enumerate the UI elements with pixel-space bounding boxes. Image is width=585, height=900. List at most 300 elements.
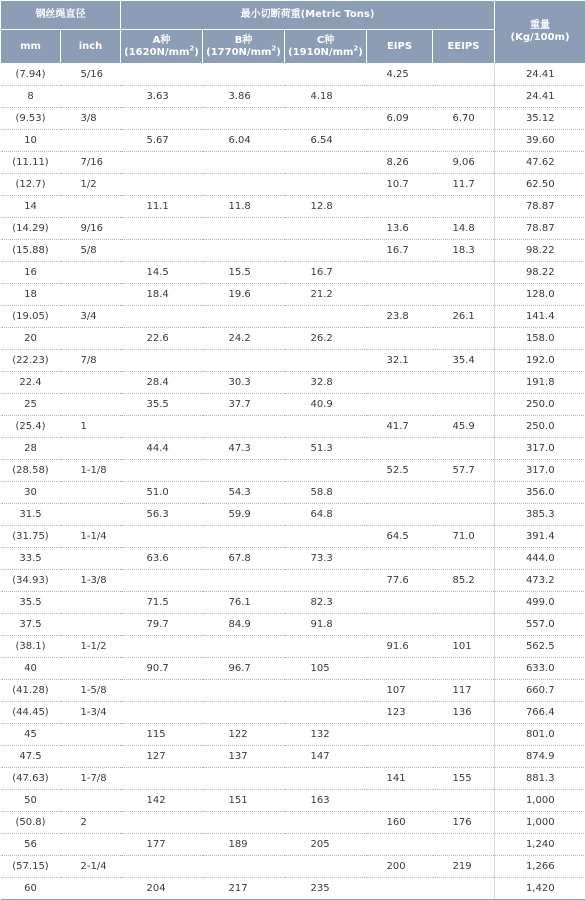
cell-eips <box>367 548 433 570</box>
cell-eeips: 14.8 <box>433 218 495 240</box>
cell-eips <box>367 394 433 416</box>
cell-eeips: 176 <box>433 812 495 834</box>
cell-grade-b: 189 <box>203 834 285 856</box>
cell-grade-c: 4.18 <box>285 86 367 108</box>
breaking-load-header: 最小切断荷重(Metric Tons) <box>121 1 495 30</box>
cell-weight: 1,420 <box>495 878 585 900</box>
cell-eeips: 9.06 <box>433 152 495 174</box>
cell-eeips: 35.4 <box>433 350 495 372</box>
cell-weight: 801.0 <box>495 724 585 746</box>
cell-grade-a <box>121 416 203 438</box>
cell-mm: (44.45) <box>1 702 61 724</box>
table-row <box>1 834 585 856</box>
cell-eeips <box>433 878 495 900</box>
cell-grade-a <box>121 460 203 482</box>
cell-grade-a: 22.6 <box>121 328 203 350</box>
cell-eips: 16.7 <box>367 240 433 262</box>
cell-grade-a <box>121 350 203 372</box>
table-row <box>1 130 585 152</box>
grade-b-sup: 2 <box>271 44 276 52</box>
cell-eeips <box>433 394 495 416</box>
table-row <box>1 482 585 504</box>
eeips-header: EEIPS <box>433 30 495 64</box>
cell-grade-b <box>203 306 285 328</box>
cell-grade-b <box>203 218 285 240</box>
cell-grade-c <box>285 812 367 834</box>
cell-inch <box>61 834 121 856</box>
grade-b-header <box>203 30 285 64</box>
cell-grade-c: 205 <box>285 834 367 856</box>
mm-header: mm <box>1 30 61 64</box>
cell-mm: (9.53) <box>1 108 61 130</box>
grade-a-close: ) <box>194 47 199 58</box>
cell-grade-b: 76.1 <box>203 592 285 614</box>
cell-weight: 39.60 <box>495 130 585 152</box>
cell-inch: 1-3/4 <box>61 702 121 724</box>
cell-eeips: 45.9 <box>433 416 495 438</box>
cell-grade-b: 122 <box>203 724 285 746</box>
cell-grade-a: 177 <box>121 834 203 856</box>
cell-weight: 35.12 <box>495 108 585 130</box>
table-row <box>1 196 585 218</box>
cell-grade-c: 26.2 <box>285 328 367 350</box>
cell-weight: 158.0 <box>495 328 585 350</box>
cell-grade-a <box>121 702 203 724</box>
cell-weight: 473.2 <box>495 570 585 592</box>
cell-mm: (25.4) <box>1 416 61 438</box>
cell-mm: 28 <box>1 438 61 460</box>
cell-weight: 557.0 <box>495 614 585 636</box>
cell-grade-b: 151 <box>203 790 285 812</box>
cell-eips: 6.09 <box>367 108 433 130</box>
cell-grade-b: 217 <box>203 878 285 900</box>
table-row <box>1 680 585 702</box>
cell-inch <box>61 328 121 350</box>
cell-mm: 10 <box>1 130 61 152</box>
grade-a-spec: (1620N/mm <box>124 47 189 58</box>
cell-eeips <box>433 438 495 460</box>
cell-eeips <box>433 658 495 680</box>
cell-eeips: 219 <box>433 856 495 878</box>
weight-header <box>495 1 585 64</box>
cell-mm: (15.88) <box>1 240 61 262</box>
cell-inch <box>61 438 121 460</box>
grade-c-sup: 2 <box>353 44 358 52</box>
cell-grade-b: 54.3 <box>203 482 285 504</box>
table-row <box>1 658 585 680</box>
cell-grade-c <box>285 636 367 658</box>
cell-grade-a: 18.4 <box>121 284 203 306</box>
cell-grade-c: 82.3 <box>285 592 367 614</box>
cell-inch <box>61 130 121 152</box>
cell-weight: 47.62 <box>495 152 585 174</box>
cell-eips: 91.6 <box>367 636 433 658</box>
cell-grade-b: 15.5 <box>203 262 285 284</box>
table-row <box>1 702 585 724</box>
cell-grade-c <box>285 680 367 702</box>
cell-grade-a <box>121 218 203 240</box>
table-row <box>1 636 585 658</box>
grade-b-label: B种 <box>235 35 253 46</box>
table-row <box>1 746 585 768</box>
cell-eeips: 71.0 <box>433 526 495 548</box>
cell-weight: 391.4 <box>495 526 585 548</box>
cell-grade-c <box>285 768 367 790</box>
cell-eeips <box>433 130 495 152</box>
cell-eeips <box>433 328 495 350</box>
table-row <box>1 350 585 372</box>
cell-grade-a: 90.7 <box>121 658 203 680</box>
cell-inch <box>61 746 121 768</box>
cell-eeips: 26.1 <box>433 306 495 328</box>
cell-mm: (11.11) <box>1 152 61 174</box>
cell-grade-a <box>121 636 203 658</box>
cell-weight: 250.0 <box>495 416 585 438</box>
cell-eips <box>367 438 433 460</box>
cell-inch <box>61 86 121 108</box>
table-row <box>1 306 585 328</box>
cell-weight: 881.3 <box>495 768 585 790</box>
cell-eips: 64.5 <box>367 526 433 548</box>
cell-weight: 356.0 <box>495 482 585 504</box>
cell-mm: (50.8) <box>1 812 61 834</box>
cell-weight: 250.0 <box>495 394 585 416</box>
cell-grade-c: 147 <box>285 746 367 768</box>
cell-grade-b: 96.7 <box>203 658 285 680</box>
cell-grade-b <box>203 812 285 834</box>
cell-grade-c <box>285 174 367 196</box>
cell-grade-c <box>285 108 367 130</box>
cell-mm: 47.5 <box>1 746 61 768</box>
cell-eeips <box>433 64 495 86</box>
grade-b-close: ) <box>276 47 281 58</box>
cell-grade-a <box>121 856 203 878</box>
cell-grade-c <box>285 152 367 174</box>
cell-inch: 1-1/4 <box>61 526 121 548</box>
cell-eeips: 155 <box>433 768 495 790</box>
cell-grade-b <box>203 350 285 372</box>
cell-eeips: 136 <box>433 702 495 724</box>
table-row <box>1 416 585 438</box>
cell-weight: 141.4 <box>495 306 585 328</box>
cell-grade-a <box>121 812 203 834</box>
cell-mm: (14.29) <box>1 218 61 240</box>
cell-weight: 78.87 <box>495 196 585 218</box>
cell-mm: 20 <box>1 328 61 350</box>
cell-grade-b: 6.04 <box>203 130 285 152</box>
table-row <box>1 614 585 636</box>
cell-grade-b: 3.86 <box>203 86 285 108</box>
cell-grade-c: 163 <box>285 790 367 812</box>
cell-inch: 1/2 <box>61 174 121 196</box>
weight-label: 重量 <box>530 20 550 31</box>
cell-mm: 18 <box>1 284 61 306</box>
cell-mm: 56 <box>1 834 61 856</box>
cell-weight: 128.0 <box>495 284 585 306</box>
cell-mm: (12.7) <box>1 174 61 196</box>
cell-weight: 78.87 <box>495 218 585 240</box>
grade-c-label: C种 <box>317 35 334 46</box>
cell-grade-a: 3.63 <box>121 86 203 108</box>
table-row <box>1 856 585 878</box>
cell-eeips: 18.3 <box>433 240 495 262</box>
cell-grade-c <box>285 306 367 328</box>
cell-grade-a: 71.5 <box>121 592 203 614</box>
cell-weight: 1,000 <box>495 812 585 834</box>
cell-inch: 9/16 <box>61 218 121 240</box>
cell-mm: 60 <box>1 878 61 900</box>
cell-grade-c <box>285 350 367 372</box>
table-row <box>1 878 585 900</box>
cell-eips <box>367 372 433 394</box>
cell-eips: 32.1 <box>367 350 433 372</box>
cell-grade-a <box>121 570 203 592</box>
cell-grade-a: 35.5 <box>121 394 203 416</box>
table-row <box>1 504 585 526</box>
cell-grade-a: 44.4 <box>121 438 203 460</box>
cell-mm: (41.28) <box>1 680 61 702</box>
cell-mm: 45 <box>1 724 61 746</box>
cell-eips <box>367 592 433 614</box>
cell-grade-c <box>285 526 367 548</box>
table-row <box>1 284 585 306</box>
cell-inch <box>61 262 121 284</box>
table-row <box>1 812 585 834</box>
table-row <box>1 218 585 240</box>
cell-eeips <box>433 724 495 746</box>
cell-weight: 562.5 <box>495 636 585 658</box>
cell-mm: (22.23) <box>1 350 61 372</box>
cell-weight: 1,000 <box>495 790 585 812</box>
cell-mm: 8 <box>1 86 61 108</box>
cell-grade-b: 37.7 <box>203 394 285 416</box>
grade-a-sup: 2 <box>189 44 194 52</box>
cell-mm: (47.63) <box>1 768 61 790</box>
cell-grade-c: 73.3 <box>285 548 367 570</box>
cell-eips: 8.26 <box>367 152 433 174</box>
cell-weight: 98.22 <box>495 240 585 262</box>
cell-grade-c: 21.2 <box>285 284 367 306</box>
diameter-header: 钢丝绳直径 <box>1 1 121 30</box>
cell-grade-b: 137 <box>203 746 285 768</box>
cell-weight: 633.0 <box>495 658 585 680</box>
cell-eeips: 85.2 <box>433 570 495 592</box>
cell-grade-c: 6.54 <box>285 130 367 152</box>
cell-inch: 1-5/8 <box>61 680 121 702</box>
cell-mm: (34.93) <box>1 570 61 592</box>
cell-grade-a: 5.67 <box>121 130 203 152</box>
cell-grade-c: 58.8 <box>285 482 367 504</box>
grade-c-close: ) <box>358 47 363 58</box>
cell-grade-c: 235 <box>285 878 367 900</box>
table-row <box>1 174 585 196</box>
cell-eeips <box>433 284 495 306</box>
cell-grade-b <box>203 570 285 592</box>
cell-grade-c: 64.8 <box>285 504 367 526</box>
cell-mm: 16 <box>1 262 61 284</box>
grade-b-spec: (1770N/mm <box>206 47 271 58</box>
cell-grade-c: 105 <box>285 658 367 680</box>
table-row <box>1 86 585 108</box>
table-row <box>1 570 585 592</box>
cell-weight: 191.8 <box>495 372 585 394</box>
cell-mm: (28.58) <box>1 460 61 482</box>
cell-eips <box>367 504 433 526</box>
cell-mm: (7.94) <box>1 64 61 86</box>
header-row-1 <box>1 1 585 30</box>
cell-grade-a <box>121 306 203 328</box>
cell-inch <box>61 658 121 680</box>
cell-grade-a: 79.7 <box>121 614 203 636</box>
cell-weight: 24.41 <box>495 86 585 108</box>
cell-inch: 2-1/4 <box>61 856 121 878</box>
cell-weight: 62.50 <box>495 174 585 196</box>
cell-mm: 31.5 <box>1 504 61 526</box>
cell-mm: 14 <box>1 196 61 218</box>
table-row <box>1 394 585 416</box>
cell-grade-a <box>121 768 203 790</box>
cell-eeips <box>433 592 495 614</box>
cell-inch: 7/16 <box>61 152 121 174</box>
weight-unit: (Kg/100m) <box>511 32 570 43</box>
table-row <box>1 724 585 746</box>
cell-eeips: 57.7 <box>433 460 495 482</box>
cell-grade-c: 132 <box>285 724 367 746</box>
inch-header: inch <box>61 30 121 64</box>
cell-weight: 499.0 <box>495 592 585 614</box>
cell-grade-c <box>285 416 367 438</box>
cell-eeips <box>433 790 495 812</box>
eips-header: EIPS <box>367 30 433 64</box>
cell-grade-c: 12.8 <box>285 196 367 218</box>
cell-eeips: 101 <box>433 636 495 658</box>
cell-grade-a: 142 <box>121 790 203 812</box>
cell-mm: 50 <box>1 790 61 812</box>
cell-eips: 10.7 <box>367 174 433 196</box>
cell-weight: 1,266 <box>495 856 585 878</box>
grade-a-label: A种 <box>153 35 171 46</box>
cell-inch <box>61 394 121 416</box>
cell-eips: 160 <box>367 812 433 834</box>
cell-grade-c <box>285 64 367 86</box>
cell-grade-a: 14.5 <box>121 262 203 284</box>
cell-weight: 192.0 <box>495 350 585 372</box>
cell-grade-b <box>203 768 285 790</box>
cell-eips <box>367 746 433 768</box>
cell-grade-c: 32.8 <box>285 372 367 394</box>
cell-inch <box>61 196 121 218</box>
cell-weight: 660.7 <box>495 680 585 702</box>
table-row <box>1 372 585 394</box>
table-row <box>1 64 585 86</box>
cell-weight: 24.41 <box>495 64 585 86</box>
cell-eeips <box>433 482 495 504</box>
cell-eeips <box>433 86 495 108</box>
cell-eips: 23.8 <box>367 306 433 328</box>
cell-inch: 1-7/8 <box>61 768 121 790</box>
cell-eips <box>367 614 433 636</box>
grade-a-header <box>121 30 203 64</box>
cell-mm: 40 <box>1 658 61 680</box>
cell-grade-b: 84.9 <box>203 614 285 636</box>
cell-eips <box>367 196 433 218</box>
cell-eips <box>367 86 433 108</box>
cell-inch <box>61 614 121 636</box>
cell-inch: 3/8 <box>61 108 121 130</box>
cell-inch <box>61 790 121 812</box>
cell-eips <box>367 284 433 306</box>
cell-inch <box>61 372 121 394</box>
cell-grade-a <box>121 108 203 130</box>
cell-grade-b: 19.6 <box>203 284 285 306</box>
cell-inch: 5/8 <box>61 240 121 262</box>
table-row <box>1 526 585 548</box>
cell-grade-b: 47.3 <box>203 438 285 460</box>
cell-inch <box>61 284 121 306</box>
cell-grade-a <box>121 152 203 174</box>
cell-eips <box>367 482 433 504</box>
cell-inch <box>61 724 121 746</box>
cell-grade-c <box>285 460 367 482</box>
cell-inch: 2 <box>61 812 121 834</box>
cell-eips: 141 <box>367 768 433 790</box>
table-body <box>1 64 585 900</box>
cell-mm: (38.1) <box>1 636 61 658</box>
cell-mm: (19.05) <box>1 306 61 328</box>
cell-eeips: 6.70 <box>433 108 495 130</box>
cell-grade-a: 204 <box>121 878 203 900</box>
cell-inch <box>61 504 121 526</box>
cell-grade-c: 40.9 <box>285 394 367 416</box>
cell-inch <box>61 482 121 504</box>
cell-mm: 35.5 <box>1 592 61 614</box>
cell-grade-a: 63.6 <box>121 548 203 570</box>
cell-eips: 123 <box>367 702 433 724</box>
cell-mm: 22.4 <box>1 372 61 394</box>
cell-inch: 1 <box>61 416 121 438</box>
cell-grade-b: 67.8 <box>203 548 285 570</box>
table-row <box>1 262 585 284</box>
cell-eeips: 117 <box>433 680 495 702</box>
cell-mm: 30 <box>1 482 61 504</box>
cell-eips <box>367 262 433 284</box>
cell-grade-c <box>285 240 367 262</box>
cell-grade-b <box>203 702 285 724</box>
cell-grade-a <box>121 64 203 86</box>
table-row <box>1 108 585 130</box>
cell-inch: 7/8 <box>61 350 121 372</box>
cell-grade-c: 16.7 <box>285 262 367 284</box>
cell-eips: 200 <box>367 856 433 878</box>
cell-mm: 33.5 <box>1 548 61 570</box>
cell-grade-b <box>203 416 285 438</box>
cell-grade-b <box>203 636 285 658</box>
cell-inch: 1-1/8 <box>61 460 121 482</box>
cell-grade-b <box>203 460 285 482</box>
cell-grade-b <box>203 856 285 878</box>
cell-grade-a: 51.0 <box>121 482 203 504</box>
cell-inch: 5/16 <box>61 64 121 86</box>
cell-eips <box>367 328 433 350</box>
cell-grade-a <box>121 680 203 702</box>
cell-grade-a: 56.3 <box>121 504 203 526</box>
cell-grade-b <box>203 152 285 174</box>
cell-grade-c: 51.3 <box>285 438 367 460</box>
cell-mm: (31.75) <box>1 526 61 548</box>
cell-grade-c: 91.8 <box>285 614 367 636</box>
cell-grade-b: 30.3 <box>203 372 285 394</box>
table-row <box>1 768 585 790</box>
